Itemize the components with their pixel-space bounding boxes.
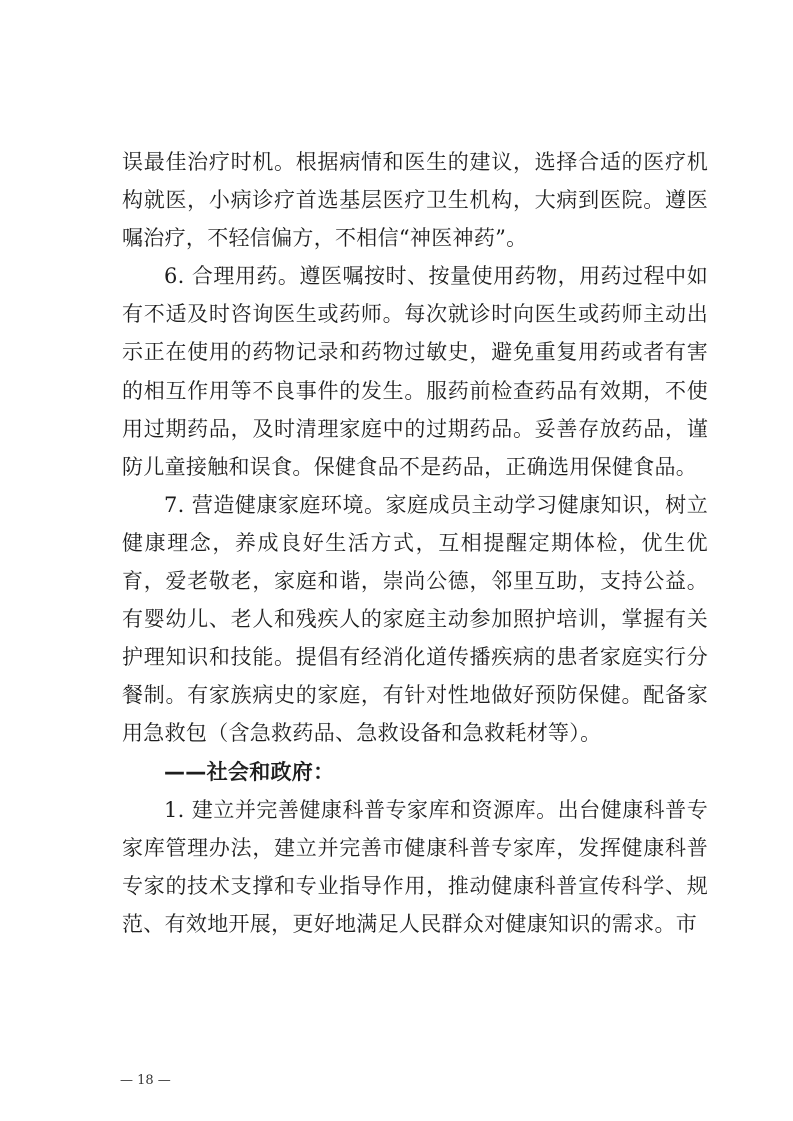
document-body bbox=[122, 143, 708, 943]
paragraph-expert-database: 1. 建立并完善健康科普专家库和资源库。出台健康科普专家库管理办法，建立并完善市健康科普专家库，发挥健康科普专家的技术支撑和专业指导作用，推动健康科普宣传科学、规范、有效地开展，更好地满足人民群众对健康知识的需求。市 bbox=[122, 797, 708, 936]
paragraph-healthy-family: 7. 营造健康家庭环境。家庭成员主动学习健康知识，树立健康理念，养成良好生活方式，互相提醒定期体检，优生优育，爱老敬老，家庭和谐，崇尚公德，邻里互助，支持公益。有婴幼儿、老人和残疾人的家庭主动参加照护培训，掌握有关护理知识和技能。提倡有经消化道传播疾病的患者家庭实行分餐制。有家族病史的家庭，有针对性地做好预防保健。配备家用急救包（含急救药品、急救设备和急救耗材等）。 bbox=[122, 492, 708, 746]
page-number: — 18 — bbox=[120, 1073, 171, 1088]
paragraph-rational-medication: 6. 合理用药。遵医嘱按时、按量使用药物，用药过程中如有不适及时咨询医生或药师。每次就诊时向医生或药师主动出示正在使用的药物记录和药物过敏史，避免重复用药或者有害的相互作用等不良事件的发生。服药前检查药品有效期，不使用过期药品，及时清理家庭中的过期药品。妥善存放药品，谨防儿童接触和误食。保健食品不是药品，正确选用保健食品。 bbox=[122, 264, 708, 479]
paragraph-continued: 误最佳治疗时机。根据病情和医生的建议，选择合适的医疗机构就医，小病诊疗首选基层医疗卫生机构，大病到医院。遵医嘱治疗，不轻信偏方，不相信“神医神药”。 bbox=[122, 150, 708, 251]
section-heading-society-government: ——社会和政府： bbox=[164, 759, 335, 784]
